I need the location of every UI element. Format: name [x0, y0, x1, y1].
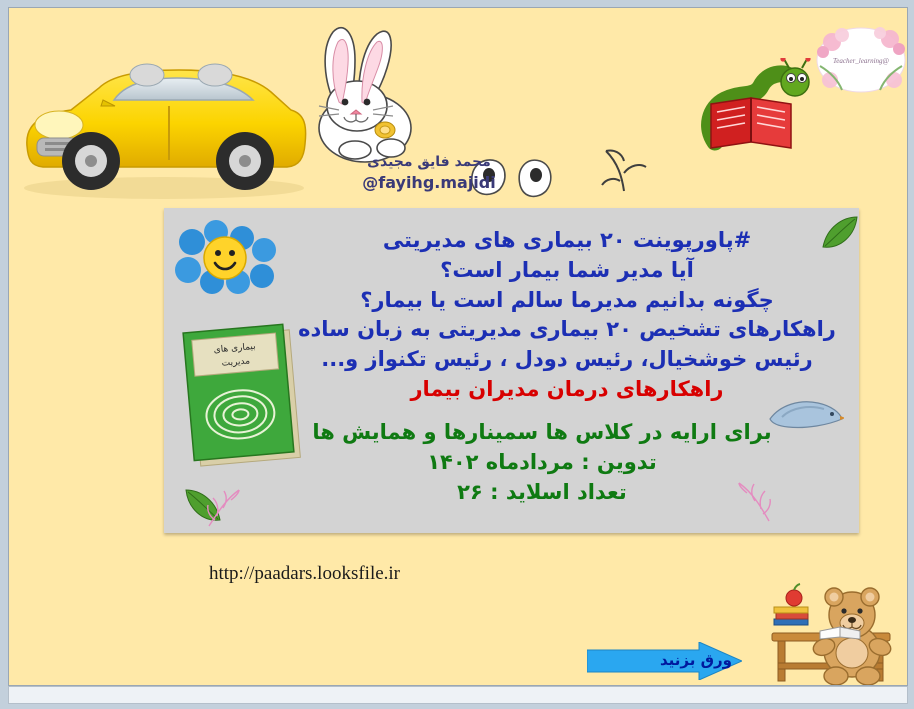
next-slide-label: ورق بزنید	[660, 651, 732, 669]
author-name: محمد فایق مجیدی	[367, 154, 491, 170]
book-cover-image	[179, 318, 309, 478]
feather-icon	[205, 488, 247, 528]
headline-line-1: #پاورپوینت ۲۰ بیماری های مدیریتی	[382, 228, 752, 252]
subinfo-line-1: برای ارایه در کلاس ها سمینارها و همایش ها	[312, 420, 772, 444]
website-url[interactable]: http://paadars.looksfile.ir	[209, 563, 401, 584]
book-title-line-2: مدیریت	[221, 356, 251, 369]
headline-block	[287, 226, 847, 405]
bird-icon	[766, 391, 844, 436]
slide-canvas	[8, 7, 908, 686]
flower-logo-icon	[814, 22, 908, 97]
headline-line-6: راهکارهای درمان مدیران بیمار	[410, 377, 724, 402]
sprout-icon	[594, 143, 654, 193]
author-credit	[359, 153, 499, 193]
next-slide-button[interactable]	[587, 642, 742, 680]
bookworm-icon	[699, 58, 814, 153]
headline-line-5: رئیس خوشخیال، رئیس دودل ، رئیس تکنواز و...	[321, 347, 813, 372]
car-icon	[19, 28, 309, 203]
subinfo-line-2: تدوین : مردادماه ۱۴۰۲	[427, 449, 657, 474]
feather-icon	[731, 481, 773, 523]
teddy-bear-icon	[764, 573, 908, 686]
book-title-line-1: بیماری های	[213, 341, 256, 356]
headline-line-3: چگونه بدانیم مدیرما سالم است یا بیمار؟	[360, 287, 774, 312]
headline-line-4: راهکارهای تشخیص ۲۰ بیماری مدیریتی به زبان ساده	[298, 317, 836, 342]
logo-text: @Teacher_learning	[833, 57, 889, 65]
smiley-faces-icon	[172, 220, 282, 298]
author-handle: @fayihg.majidi	[362, 172, 496, 192]
rabbit-icon	[299, 20, 429, 170]
leaf-icon	[819, 213, 859, 253]
subinfo-line-3: تعداد اسلاید : ۲۶	[457, 479, 627, 504]
status-bar	[8, 686, 908, 704]
headline-line-2: آیا مدیر شما بیمار است؟	[440, 257, 694, 282]
